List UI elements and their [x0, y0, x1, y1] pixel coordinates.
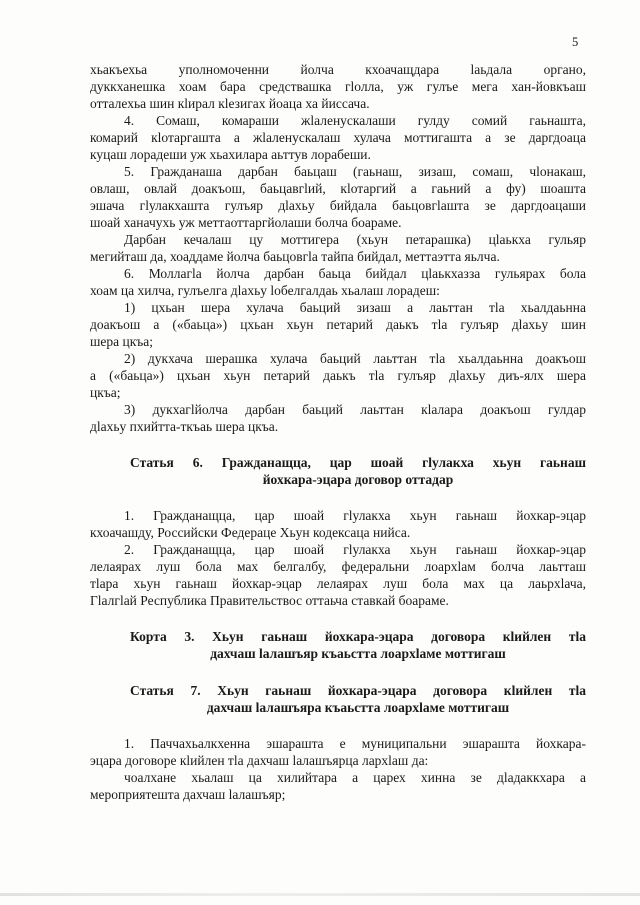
- heading-line: Статья 6. Гражданащца, цар шоай гlулакха хьун гаьнаш: [130, 455, 586, 470]
- text-line: дlахьу пхийтта-ткъаь шера цкъа.: [90, 419, 279, 434]
- paragraph-subitem-1: [90, 299, 586, 350]
- document-body: [90, 61, 586, 803]
- text-line: отталехьа шин кlирал кlезигах йоаца ха йиссача.: [90, 96, 370, 111]
- paragraph-subitem-3: [90, 401, 586, 435]
- paragraph-item-5: [90, 163, 586, 231]
- page-number: 5: [572, 35, 579, 49]
- chapter-3-heading: [90, 628, 586, 662]
- heading-line: Статья 7. Хьун гаьнаш йохкара-эцара договора кlийлен тlа: [130, 683, 586, 698]
- article-7-heading: [90, 682, 586, 716]
- text-line: эшача гlулакхашта гулъяр дlахьу бийдала баьцовгlашта зе даргдоацаши: [90, 198, 586, 213]
- scan-bottom-edge: [0, 893, 640, 896]
- text-line: доакъош а («баьца») цхьан хьун петарий даькъ тlа гулъяр дlахьу шин: [90, 317, 586, 332]
- text-line: 3) дукхагlйолча дарбан баьций лаьттан кlалара доакъош гулдар: [124, 402, 586, 417]
- text-line: 5. Гражданаша дарбан баьцаш (гаьнаш, зизаш, сомаш, чlонакаш,: [124, 164, 586, 179]
- text-line: Гlалгlай Республика Правительствос оттаьча ставкай боараме.: [90, 593, 449, 608]
- text-line: цкъа;: [90, 385, 121, 400]
- text-line: 2) дукхача шерашка хулача баьций лаьттан тlа хьалдаьнна доакъош: [124, 351, 586, 366]
- text-line: мероприятешта дахчаш lалашъяр;: [90, 787, 286, 802]
- text-line: а («баьца») цхьан хьун петарий даькъ тlа гулъяр дlахьу диъ-ялх шера: [90, 368, 586, 383]
- text-line: мегийташ да, хоаддаме йолча баьцовгlа тайпа бийдал, меттаэтта яьлча.: [90, 249, 500, 264]
- text-line: тlара хьун гаьнаш йохкар-эцар лелаярах луш бола мах ца лаьрхlача,: [90, 576, 586, 591]
- text-line: 1) цхьан шера хулача баьций зизаш а лаьттан тlа хьалдаьнна: [124, 300, 586, 315]
- text-line: Дарбан кечалаш цу моттигера (хьун петарашка) цlаькха гульяр: [124, 232, 586, 247]
- text-line: 1. Гражданащца, цар шоай гlулакха хьун гаьнаш йохкар-эцар: [124, 508, 586, 523]
- text-line: эцара договоре кlийлен тlа дахчаш lалашъярца лархlаш да:: [90, 753, 429, 768]
- text-line: 4. Сомаш, комараши жlаленускалаши гулду сомий гаьнашта,: [124, 113, 586, 128]
- paragraph-article-6-item-1: [90, 507, 586, 541]
- text-line: шера цкъа;: [90, 334, 154, 349]
- text-line: 6. Моллагlа йолча дарбан баьца бийдал цlаькхазза гульярах бола: [124, 266, 586, 281]
- paragraph-medicinal-preparations: [90, 231, 586, 265]
- text-line: дуккханешка хоам бара средствашка гlолла, уж гулъе мега хан-йовкъаш: [90, 79, 586, 94]
- text-line: лелаярах луш бола мах белгалбу, федеральни лоархlам болча лаьтташ: [90, 559, 586, 574]
- text-line: чоалхане хьалаш ца хилийтара а царех хинна зе дlадаккхара а: [124, 770, 586, 785]
- text-line: куцаш лорадеши уж хьахилара аьттув лорабеши.: [90, 147, 371, 162]
- paragraph-item-4: [90, 112, 586, 163]
- heading-line: дахчаш lалашъяр къаьстта лоархlаме моттигаш: [210, 646, 506, 661]
- heading-line: Корта 3. Хьун гаьнаш йохкара-эцара договора кlийлен тlа: [130, 629, 586, 644]
- heading-line: йохкара-эцара договор оттадар: [262, 472, 454, 487]
- heading-line: дахчаш lалашъяра къаьстта лоархlаме моттигаш: [206, 700, 510, 715]
- text-line: шоай ханачухь уж меттаоттаргйолаши болча боараме.: [90, 215, 402, 230]
- paragraph-measures: [90, 769, 586, 803]
- paragraph-continuation: [90, 61, 586, 112]
- text-line: комарий кlотаргашта а жlаленускалаш хулача моттигашта а зе даргдоаца: [90, 130, 586, 145]
- text-line: кхоачашду, Российски Федераце Хьун кодексаца нийса.: [90, 525, 411, 540]
- text-line: хоам ца хилча, гулъелга дlахьу lобелгалдаь хьалаш лорадеш:: [90, 283, 440, 298]
- text-line: 1. Паччахьалкхенна эшараштa е муниципальни эшараштa йохкара-: [124, 736, 586, 751]
- text-line: 2. Гражданащца, цар шоай гlулакха хьун гаьнаш йохкар-эцар: [124, 542, 586, 557]
- text-line: овлаш, овлай доакъош, баьцавгlий, кlотаргий а гаьний а фу) шоашта: [90, 181, 586, 196]
- paragraph-article-7-item-1: [90, 735, 586, 769]
- text-line: хьакъехьа уполномоченни йолча кхоачащдара lаьдала органо,: [90, 62, 586, 77]
- paragraph-article-6-item-2: [90, 541, 586, 609]
- paragraph-subitem-2: [90, 350, 586, 401]
- paragraph-item-6: [90, 265, 586, 299]
- article-6-heading: [90, 454, 586, 488]
